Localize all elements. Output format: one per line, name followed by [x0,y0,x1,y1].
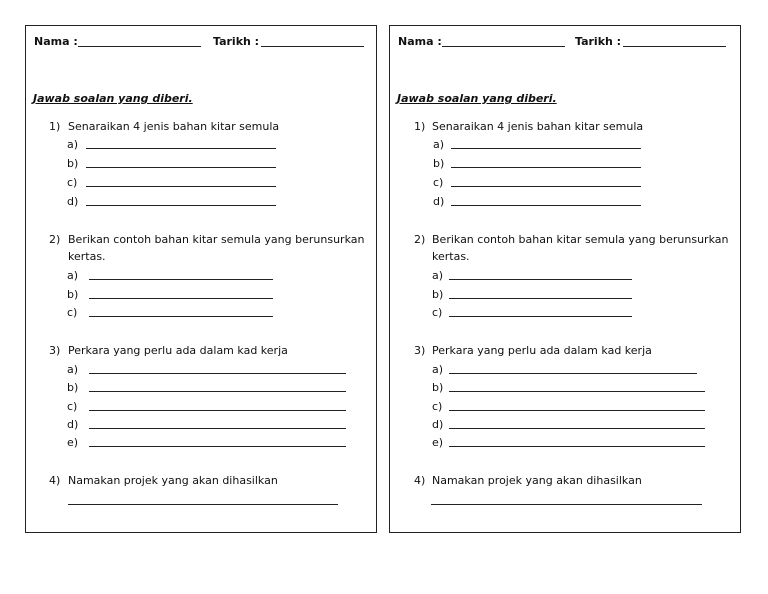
question-1-text: Senaraikan 4 jenis bahan kitar semula [432,120,644,133]
q3-label-a: a) [432,363,444,376]
q2-answer-c[interactable] [449,316,632,317]
q3-label-d: d) [67,418,79,431]
instruction: Jawab soalan yang diberi. [397,92,557,105]
question-1-number: 1) [49,120,61,133]
q1-answer-d[interactable] [86,205,276,206]
q2-label-a: a) [67,269,79,282]
q4-answer[interactable] [431,504,702,505]
q3-answer-a[interactable] [449,373,697,374]
question-2-text-line1: Berikan contoh bahan kitar semula yang berunsurkan [432,233,729,246]
q3-label-c: c) [67,400,78,413]
question-4-text: Namakan projek yang akan dihasilkan [68,474,278,487]
worksheet-right [389,25,741,533]
q1-answer-a[interactable] [86,148,276,149]
q2-answer-b[interactable] [89,298,273,299]
name-field[interactable] [78,46,201,47]
q3-answer-d[interactable] [449,428,705,429]
name-label: Nama : [398,35,442,48]
name-field[interactable] [442,46,565,47]
q3-answer-a[interactable] [89,373,346,374]
worksheet-left [25,25,377,533]
question-2-number: 2) [49,233,61,246]
q3-label-b: b) [67,381,79,394]
q2-answer-c[interactable] [89,316,273,317]
q2-answer-b[interactable] [449,298,632,299]
q4-answer[interactable] [68,504,338,505]
q1-answer-b[interactable] [86,167,276,168]
q3-answer-e[interactable] [89,446,346,447]
q2-label-b: b) [67,288,79,301]
question-3-number: 3) [414,344,426,357]
question-3-text: Perkara yang perlu ada dalam kad kerja [68,344,288,357]
q2-answer-a[interactable] [89,279,273,280]
q2-label-c: c) [432,306,443,319]
q3-label-d: d) [432,418,444,431]
question-2-text-line1: Berikan contoh bahan kitar semula yang berunsurkan [68,233,365,246]
q3-answer-c[interactable] [449,410,705,411]
q1-label-d: d) [433,195,445,208]
question-3-number: 3) [49,344,61,357]
question-4-number: 4) [49,474,61,487]
question-1-text: Senaraikan 4 jenis bahan kitar semula [68,120,280,133]
q3-answer-b[interactable] [449,391,705,392]
q3-answer-e[interactable] [449,446,705,447]
q3-label-c: c) [432,400,443,413]
question-1-number: 1) [414,120,426,133]
q1-answer-c[interactable] [86,186,276,187]
date-field[interactable] [623,46,726,47]
name-label: Nama : [34,35,78,48]
q1-answer-b[interactable] [451,167,641,168]
question-2-text-line2: kertas. [68,250,106,263]
q1-label-a: a) [67,138,79,151]
q1-label-c: c) [433,176,444,189]
date-field[interactable] [261,46,364,47]
q3-answer-d[interactable] [89,428,346,429]
question-3-text: Perkara yang perlu ada dalam kad kerja [432,344,652,357]
question-4-text: Namakan projek yang akan dihasilkan [432,474,642,487]
q1-label-a: a) [433,138,445,151]
date-label: Tarikh : [213,35,260,48]
q2-answer-a[interactable] [449,279,632,280]
q2-label-c: c) [67,306,78,319]
q2-label-b: b) [432,288,444,301]
q3-label-a: a) [67,363,79,376]
q2-label-a: a) [432,269,444,282]
q3-label-e: e) [432,436,444,449]
q3-answer-c[interactable] [89,410,346,411]
q1-label-b: b) [67,157,79,170]
date-label: Tarikh : [575,35,622,48]
question-4-number: 4) [414,474,426,487]
q3-answer-b[interactable] [89,391,346,392]
instruction: Jawab soalan yang diberi. [33,92,193,105]
q3-label-b: b) [432,381,444,394]
q3-label-e: e) [67,436,79,449]
q1-answer-d[interactable] [451,205,641,206]
question-2-number: 2) [414,233,426,246]
q1-label-c: c) [67,176,78,189]
q1-answer-a[interactable] [451,148,641,149]
q1-answer-c[interactable] [451,186,641,187]
q1-label-b: b) [433,157,445,170]
q1-label-d: d) [67,195,79,208]
question-2-text-line2: kertas. [432,250,470,263]
